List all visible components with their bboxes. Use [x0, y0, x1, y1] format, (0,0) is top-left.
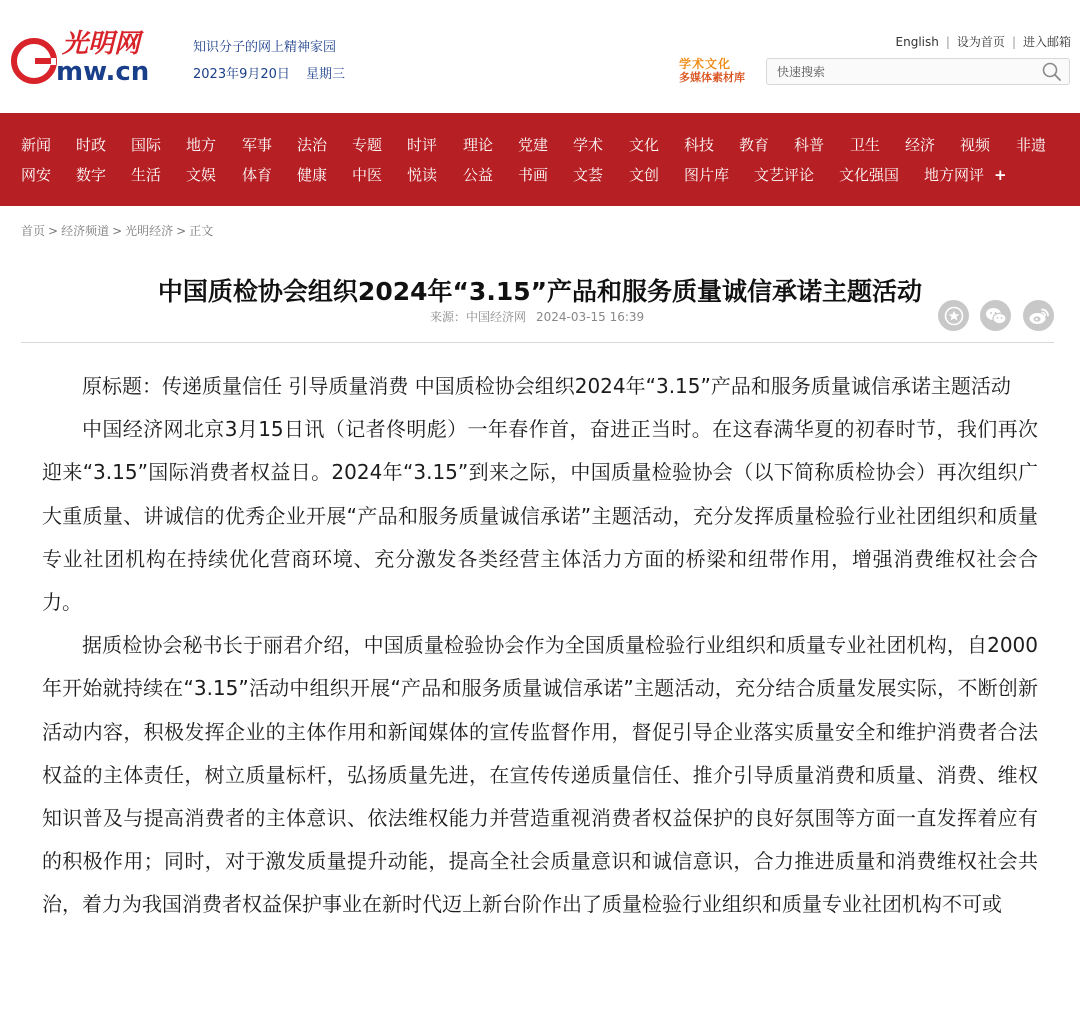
nav-item[interactable]: 文娱: [186, 166, 217, 184]
nav-item[interactable]: 文艺评论: [754, 166, 815, 184]
nav-item[interactable]: 非遗: [1016, 136, 1047, 154]
nav-item[interactable]: 文创: [629, 166, 660, 184]
nav-item[interactable]: 体育: [242, 166, 273, 184]
star-icon: [944, 306, 964, 326]
breadcrumb-current: 正文: [189, 224, 214, 238]
breadcrumb-gm-economy[interactable]: 光明经济: [125, 224, 174, 238]
nav-item[interactable]: 专题: [352, 136, 383, 154]
breadcrumb: [21, 222, 213, 239]
nav-item[interactable]: 悦读: [407, 166, 438, 184]
weibo-icon: [1028, 306, 1050, 326]
current-date: [193, 63, 345, 82]
nav-item[interactable]: 法治: [297, 136, 328, 154]
divider: |: [1011, 35, 1016, 49]
nav-item[interactable]: 公益: [463, 166, 494, 184]
nav-item[interactable]: 生活: [131, 166, 162, 184]
date-text: 2023年9月20日: [193, 67, 290, 82]
english-link[interactable]: English: [895, 35, 939, 49]
breadcrumb-separator: >: [112, 224, 123, 238]
nav-item[interactable]: 教育: [739, 136, 770, 154]
media-library-line1: 学术文化: [679, 57, 732, 71]
nav-item[interactable]: 文化强国: [839, 166, 900, 184]
nav-item[interactable]: 理论: [463, 136, 494, 154]
nav-item[interactable]: 中医: [352, 166, 383, 184]
set-homepage-link[interactable]: 设为首页: [956, 35, 1005, 49]
nav-item[interactable]: 国际: [131, 136, 162, 154]
article-datetime: 2024-03-15 16:39: [536, 310, 645, 324]
breadcrumb-economy[interactable]: 经济频道: [61, 224, 110, 238]
gmw-logo[interactable]: [10, 24, 180, 86]
svg-text:mw.cn: mw.cn: [56, 57, 150, 86]
search-input[interactable]: [775, 64, 1039, 80]
nav-item[interactable]: 卫生: [850, 136, 881, 154]
nav-item[interactable]: 地方: [186, 136, 217, 154]
favorite-button[interactable]: [938, 300, 969, 331]
nav-item[interactable]: 新闻: [21, 136, 52, 154]
nav-item[interactable]: 党建: [518, 136, 549, 154]
nav-item[interactable]: 经济: [905, 136, 936, 154]
weekday-text: 星期三: [306, 67, 346, 82]
mailbox-link[interactable]: 进入邮箱: [1022, 35, 1071, 49]
article-paragraph: 据质检协会秘书长于丽君介绍，中国质量检验协会作为全国质量检验行业组织和质量专业社团机构，自2000年开始就持续在“3.15”活动中组织开展“产品和服务质量诚信承诺”主题活动，充分结合质量发展实际，不断创新活动内容，积极发挥企业的主体作用和新闻媒体的宣传监督作用，督促引导企业落实质量安全和维护消费者合法权益的主体责任，树立质量标杆，弘扬质量先进，在宣传传递质量信任、推介引导质量消费和质量、消费、维权知识普及与提高消费者的主体意识、依法维权能力并营造重视消费者权益保护的良好氛围等方面一直发挥着应有的积极作用；同时，对于激发质量提升动能，提高全社会质量意识和诚信意识，合力推进质量和消费维权社会共治，着力为我国消费者权益保护事业在新时代迈上新台阶作出了质量检验行业组织和质量专业社团机构不可或: [42, 633, 1038, 917]
top-links: [896, 33, 1071, 50]
nav-item[interactable]: 地方网评: [924, 166, 985, 184]
main-nav: [0, 113, 1080, 206]
nav-item[interactable]: 视频: [960, 136, 991, 154]
nav-more-button[interactable]: +: [994, 166, 1007, 184]
site-header: [0, 0, 1080, 113]
nav-row-1: [0, 131, 1080, 159]
nav-item[interactable]: 学术: [573, 136, 604, 154]
nav-item[interactable]: 科技: [684, 136, 715, 154]
article-paragraph: 中国经济网北京3月15日讯（记者佟明彪）一年春作首，奋进正当时。在这春满华夏的初春时节，我们再次迎来“3.15”国际消费者权益日。2024年“3.15”到来之际，中国质量检验协会（以下简称质检协会）再次组织广大重质量、讲诚信的优秀企业开展“产品和服务质量诚信承诺”主题活动，充分发挥质量检验行业社团组织和质量专业社团机构在持续优化营商环境、充分激发各类经营主体活力方面的桥梁和纽带作用，增强消费维权社会合力。: [42, 417, 1038, 615]
media-library-link[interactable]: [679, 57, 759, 85]
nav-item[interactable]: 书画: [518, 166, 549, 184]
nav-item[interactable]: 科普: [794, 136, 825, 154]
nav-item[interactable]: 文荟: [573, 166, 604, 184]
nav-item[interactable]: 军事: [242, 136, 273, 154]
article-title: 中国质检协会组织2024年“3.15”产品和服务质量诚信承诺主题活动: [157, 276, 923, 306]
nav-item[interactable]: 时评: [407, 136, 438, 154]
nav-item[interactable]: 数字: [76, 166, 107, 184]
article-paragraph: 原标题：传递质量信任 引导质量消费 中国质检协会组织2024年“3.15”产品和服务质量诚信承诺主题活动: [82, 374, 1011, 398]
nav-item[interactable]: 时政: [76, 136, 107, 154]
search-box: [766, 58, 1070, 85]
svg-text:光明网: 光明网: [62, 29, 141, 59]
breadcrumb-separator: >: [176, 224, 187, 238]
wechat-share-button[interactable]: [980, 300, 1011, 331]
nav-item[interactable]: 健康: [297, 166, 328, 184]
nav-row-2: [0, 161, 1080, 189]
media-library-line2: 多媒体素材库: [679, 71, 745, 84]
weibo-share-button[interactable]: [1023, 300, 1054, 331]
nav-item[interactable]: 网安: [21, 166, 52, 184]
article-body: [42, 365, 1038, 927]
divider: |: [945, 35, 950, 49]
nav-item[interactable]: 文化: [629, 136, 660, 154]
nav-item[interactable]: 图片库: [684, 166, 730, 184]
search-icon[interactable]: [1041, 61, 1063, 83]
site-slogan: 知识分子的网上精神家园: [193, 40, 337, 55]
article-meta: [430, 308, 644, 325]
wechat-icon: [985, 306, 1007, 326]
title-divider: [21, 342, 1054, 343]
article-source: 来源：中国经济网: [430, 310, 527, 324]
breadcrumb-separator: >: [48, 224, 59, 238]
breadcrumb-home[interactable]: 首页: [21, 224, 46, 238]
